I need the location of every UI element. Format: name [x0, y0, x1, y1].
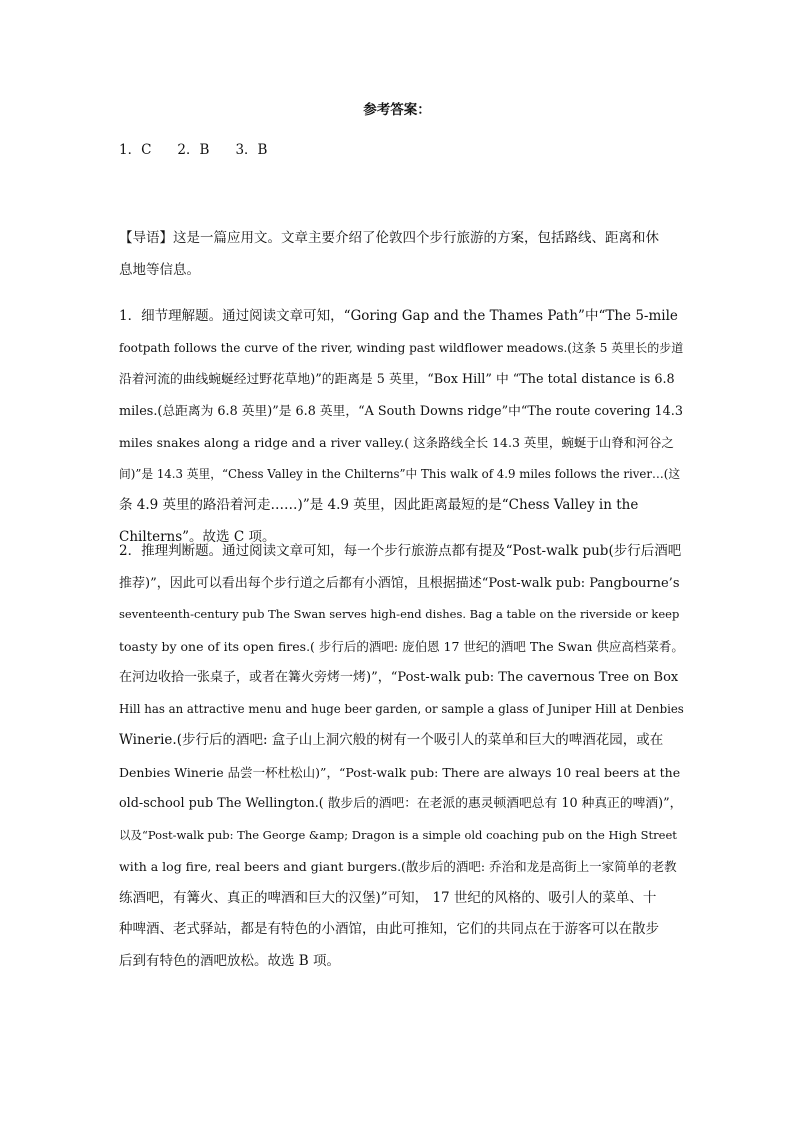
text-line: old-school pub The Wellington.( 散步后的酒吧：在老派的惠灵顿酒吧总有 10 种真正的啤酒)”，	[119, 796, 683, 811]
text-line: 后到有特色的酒吧放松。故选 B 项。	[119, 952, 341, 969]
text-line: 间)”是 14.3 英里，“Chess Valley in the Chilterns”中 This walk of 4.9 miles follows the river…(这	[119, 466, 681, 481]
intro-paragraph	[119, 223, 684, 286]
text-line: 2．推理判断题。通过阅读文章可知，每一个步行旅游点都有提及“Post-walk pub(步行后酒吧	[119, 543, 682, 559]
question-1-explanation	[119, 301, 684, 553]
text-line: 息地等信息。	[119, 261, 200, 278]
text-line: miles snakes along a ridge and a river valley.( 这条路线全长 14.3 英里，蜿蜒于山脊和河谷之	[119, 435, 674, 450]
text-line: miles.(总距离为 6.8 英里)”是 6.8 英里，“A South Downs ridge”中“The route covering 14.3	[119, 403, 683, 419]
page-title: 参考答案：	[363, 102, 431, 118]
text-line: Chilterns”。故选 C 项。	[119, 528, 276, 545]
answer-key	[119, 140, 267, 160]
text-line: 推荐)”，因此可以看出每个步行道之后都有小酒馆，且根据描述“Post-walk pub: Pangbourne’s	[119, 575, 680, 591]
answer-3: 3．B	[235, 142, 268, 158]
text-line: 以及“Post-walk pub: The George &amp; Dragon is a simple old coaching pub on the High Street	[119, 827, 677, 842]
text-line: with a log fire, real beers and giant burgers.(散步后的酒吧: 乔治和龙是高街上一家简单的老教	[119, 859, 677, 874]
text-line: Hill has an attractive menu and huge beer garden, or sample a glass of Juniper Hill at Denbies	[119, 701, 684, 716]
answer-2: 2．B	[177, 142, 210, 158]
text-line: Winerie.(步行后的酒吧: 盒子山上洞穴般的树有一个吸引人的菜单和巨大的啤酒花园，或在	[119, 732, 664, 748]
text-line: 种啤酒、老式驿站，都是有特色的小酒馆，由此可推知，它们的共同点在于游客可以在散步	[119, 921, 659, 937]
text-line: footpath follows the curve of the river, winding past wildflower meadows.(这条 5 英里长的步道	[119, 340, 684, 355]
text-line: 练酒吧，有篝火、真正的啤酒和巨大的汉堡)”可知， 17 世纪的风格的、吸引人的菜单、十	[119, 889, 657, 906]
question-2-explanation	[119, 536, 684, 977]
text-line: 条 4.9 英里的路沿着河走……)”是 4.9 英里，因此距离最短的是“Chess Valley in the	[119, 497, 639, 513]
text-line: seventeenth-century pub The Swan serves high-end dishes. Bag a table on the riverside or keep	[119, 607, 680, 621]
text-line: Denbies Winerie 品尝一杯杜松山)”，“Post-walk pub: There are always 10 real beers at the	[119, 764, 681, 780]
text-line: 沿着河流的曲线蜿蜒经过野花草地)”的距离是 5 英里，“Box Hill” 中 “The total distance is 6.8	[119, 372, 675, 387]
text-line: 【导语】这是一篇应用文。文章主要介绍了伦敦四个步行旅游的方案，包括路线、距离和休	[119, 230, 659, 246]
answer-1: 1．C	[119, 142, 152, 158]
text-line: toasty by one of its open fires.( 步行后的酒吧: 庞伯恩 17 世纪的酒吧 The Swan 供应高档菜肴。	[119, 638, 684, 654]
text-line: 1．细节理解题。通过阅读文章可知，“Goring Gap and the Thames Path”中“The 5-mile	[119, 308, 678, 324]
text-line: 在河边收拾一张桌子，或者在篝火旁烤一烤)”，“Post-walk pub: The cavernous Tree on Box	[119, 670, 679, 685]
